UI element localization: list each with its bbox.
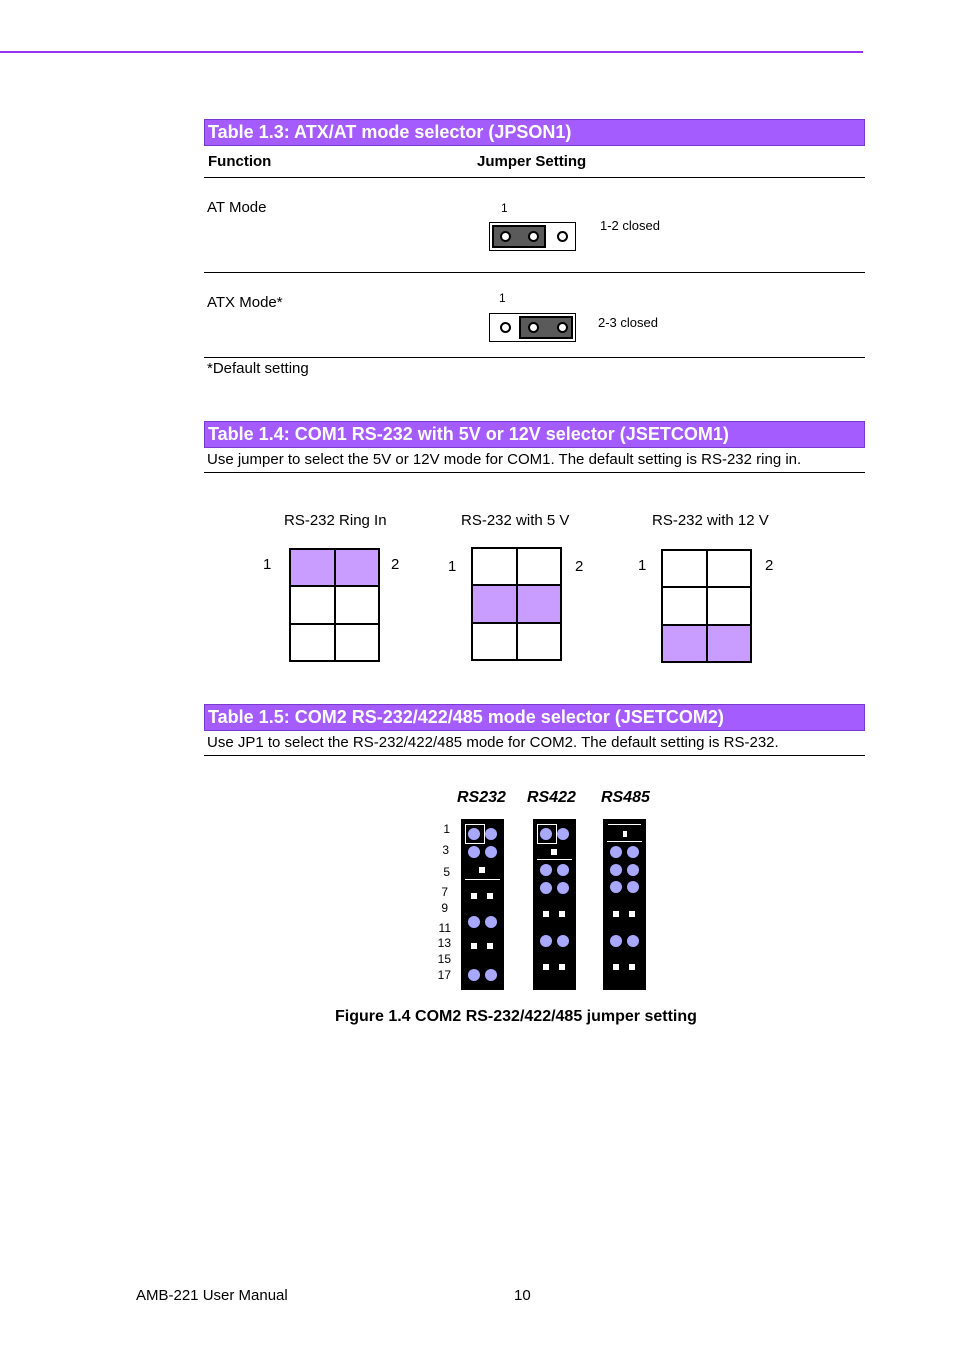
jumper-pin	[557, 828, 569, 840]
divider	[607, 841, 642, 842]
grid-cell	[290, 624, 335, 661]
pin-number: 5	[443, 865, 450, 879]
table-1-3-title: Table 1.3: ATX/AT mode selector (JPSON1)	[204, 119, 865, 146]
row-function-atx-mode: ATX Mode*	[207, 294, 283, 311]
jumper-grid-12v	[661, 549, 752, 663]
open-pin	[629, 911, 635, 917]
figure-caption: Figure 1.4 COM2 RS-232/422/485 jumper setting	[335, 1008, 697, 1025]
jumper-grid-ring-in	[289, 548, 380, 662]
grid-cell	[707, 587, 752, 624]
footer-manual-title: AMB-221 User Manual	[136, 1287, 288, 1304]
jumper-pin	[540, 828, 552, 840]
divider	[204, 272, 865, 273]
pin-left-label: 1	[638, 557, 647, 574]
column-header-jumper-setting: Jumper Setting	[477, 153, 587, 170]
divider	[204, 177, 865, 178]
open-pin	[471, 893, 477, 899]
pin-number: 17	[437, 968, 451, 982]
column-header-function: Function	[208, 153, 272, 170]
setting-at-mode: 1-2 closed	[600, 218, 660, 233]
open-pin	[613, 964, 619, 970]
jumper-pin	[627, 846, 639, 858]
jumper-atx-mode-diagram	[489, 313, 576, 342]
pin-right-label: 2	[765, 557, 774, 574]
jumper-pin	[500, 322, 511, 333]
pin-1-label: 1	[501, 201, 508, 215]
jumper-pin	[468, 969, 480, 981]
open-pin	[471, 943, 477, 949]
divider	[204, 755, 865, 756]
grid-cell-closed	[472, 585, 517, 622]
pin-number: 13	[437, 936, 451, 950]
grid-cell	[335, 624, 380, 661]
jumper-pin	[528, 231, 539, 242]
jumper-pin	[610, 935, 622, 947]
pin-1-label: 1	[499, 291, 506, 305]
jumper-pin	[540, 882, 552, 894]
row-function-at-mode: AT Mode	[207, 199, 267, 216]
open-pin	[543, 911, 549, 917]
grid-cell-closed	[662, 625, 707, 662]
jumper-pin	[485, 916, 497, 928]
jumper-pin	[557, 231, 568, 242]
grid-cell	[335, 586, 380, 623]
table-1-5-description: Use JP1 to select the RS-232/422/485 mode for COM2. The default setting is RS-232.	[207, 734, 779, 751]
grid-cell	[472, 548, 517, 585]
grid-cell	[290, 586, 335, 623]
pin-number: 9	[441, 901, 448, 915]
jumper-pin	[485, 828, 497, 840]
jumper-pin	[485, 846, 497, 858]
grid-cell	[517, 623, 562, 660]
divider	[537, 859, 572, 860]
open-pin	[487, 943, 493, 949]
open-pin	[551, 849, 557, 855]
mode-label-12v: RS-232 with 12 V	[652, 512, 769, 529]
pin-number: 3	[442, 843, 449, 857]
header-rs485: RS485	[601, 789, 650, 806]
jumper-pin	[627, 935, 639, 947]
divider	[465, 879, 500, 880]
divider	[204, 472, 865, 473]
jumper-pin	[468, 846, 480, 858]
jumper-pin	[540, 935, 552, 947]
open-pin	[487, 893, 493, 899]
jumper-pin	[485, 969, 497, 981]
open-pin	[543, 964, 549, 970]
open-pin	[559, 911, 565, 917]
grid-cell	[472, 623, 517, 660]
grid-cell-closed	[517, 585, 562, 622]
jumper-pin	[557, 882, 569, 894]
jumper-pin	[500, 231, 511, 242]
divider	[204, 357, 865, 358]
pin-number: 7	[441, 885, 448, 899]
jumper-strip-rs232	[461, 819, 504, 990]
open-pin	[613, 911, 619, 917]
pin-left-label: 1	[448, 558, 457, 575]
header-rs422: RS422	[527, 789, 576, 806]
open-pin	[479, 867, 485, 873]
jumper-pin	[610, 881, 622, 893]
jumper-pin	[557, 322, 568, 333]
grid-cell	[662, 550, 707, 587]
setting-atx-mode: 2-3 closed	[598, 315, 658, 330]
jumper-pin	[528, 322, 539, 333]
open-pin	[623, 831, 627, 837]
jumper-pin	[627, 864, 639, 876]
mode-label-ring-in: RS-232 Ring In	[284, 512, 387, 529]
top-rule	[0, 51, 863, 53]
jumper-pin	[610, 846, 622, 858]
grid-cell	[662, 587, 707, 624]
header-rs232: RS232	[457, 789, 506, 806]
pin-number: 11	[438, 921, 451, 935]
divider	[608, 824, 641, 825]
jumper-pin	[557, 935, 569, 947]
grid-cell	[517, 548, 562, 585]
jumper-pin	[468, 916, 480, 928]
default-setting-note: *Default setting	[207, 360, 309, 377]
pin-number: 15	[437, 952, 451, 966]
jumper-pin	[610, 864, 622, 876]
pin-number: 1	[443, 822, 450, 836]
table-1-4-title: Table 1.4: COM1 RS-232 with 5V or 12V selector (JSETCOM1)	[204, 421, 865, 448]
pin-right-label: 2	[391, 556, 400, 573]
jumper-pin	[627, 881, 639, 893]
jumper-pin	[557, 864, 569, 876]
table-1-5-title: Table 1.5: COM2 RS-232/422/485 mode selector (JSETCOM2)	[204, 704, 865, 731]
jumper-at-mode-diagram	[489, 222, 576, 251]
jumper-pin	[540, 864, 552, 876]
grid-cell-closed	[290, 549, 335, 586]
grid-cell-closed	[335, 549, 380, 586]
pin-right-label: 2	[575, 558, 584, 575]
grid-cell	[707, 550, 752, 587]
jumper-strip-rs485	[603, 819, 646, 990]
jumper-pin	[468, 828, 480, 840]
grid-cell-closed	[707, 625, 752, 662]
jumper-strip-rs422	[533, 819, 576, 990]
table-1-4-description: Use jumper to select the 5V or 12V mode for COM1. The default setting is RS-232 ring in.	[207, 451, 802, 468]
open-pin	[629, 964, 635, 970]
pin-left-label: 1	[263, 556, 272, 573]
footer-page-number: 10	[514, 1287, 531, 1304]
jumper-grid-5v	[471, 547, 562, 661]
open-pin	[559, 964, 565, 970]
mode-label-5v: RS-232 with 5 V	[461, 512, 570, 529]
